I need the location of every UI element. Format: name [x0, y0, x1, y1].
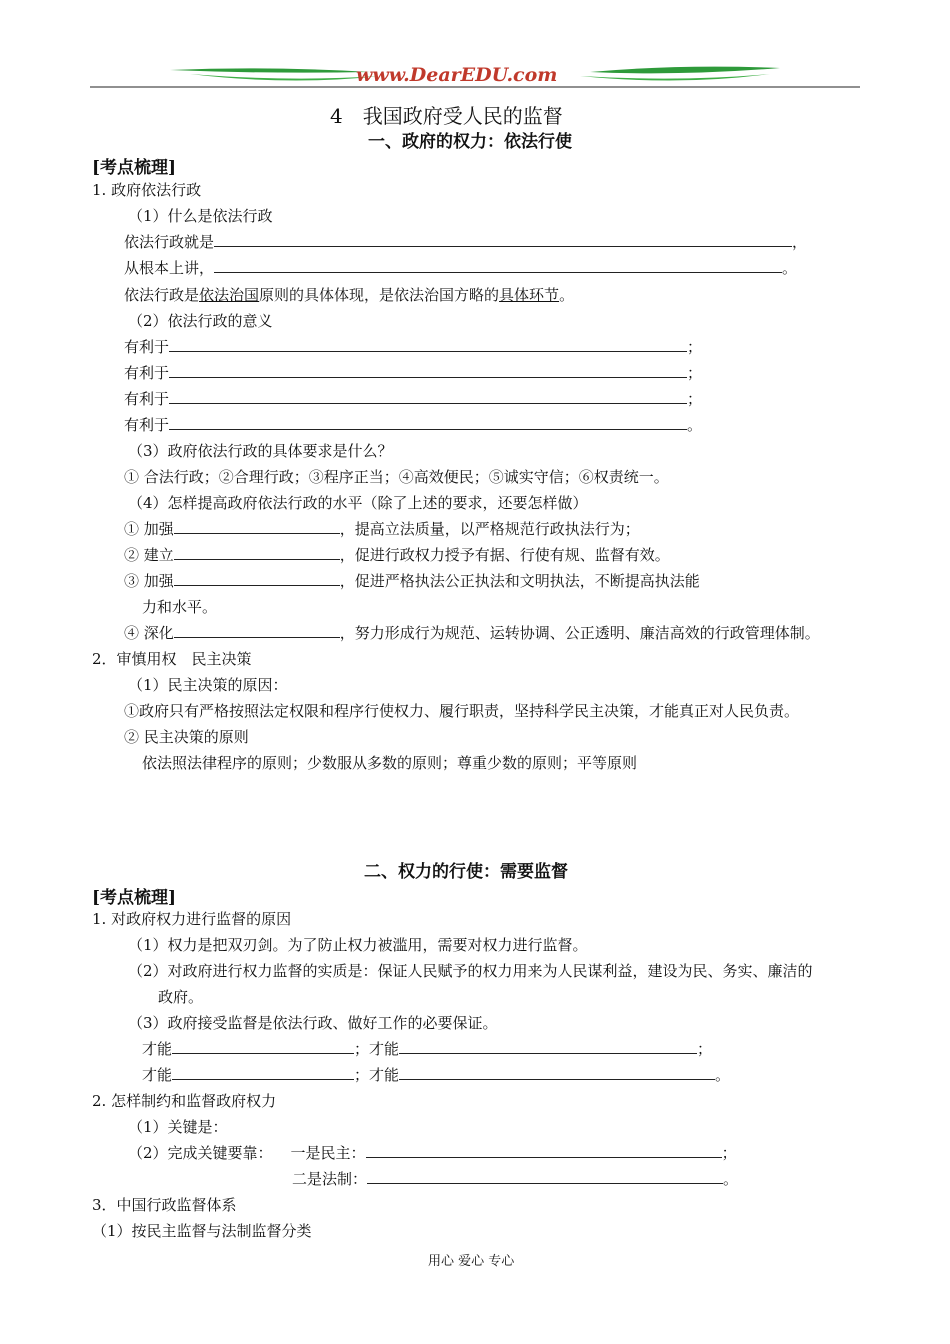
fill-blank[interactable] — [214, 232, 792, 247]
section2-heading: 二、权力的行使：需要监督 — [364, 862, 568, 882]
k2a-label: 一是民主： — [290, 1144, 366, 1162]
fill-blank[interactable] — [169, 389, 687, 404]
s1-l1a-row — [124, 232, 807, 252]
s1-l1c-pre: 依法行政是 — [124, 286, 200, 304]
s1-l1b-label: 从根本上讲， — [124, 259, 215, 277]
q4-2-text: ，促进行政权力授予有据、行使有规、监督有效。 — [339, 546, 670, 564]
fill-blank[interactable] — [174, 623, 340, 638]
s2-k1: （1）关键是： — [128, 1118, 228, 1136]
fill-blank[interactable] — [174, 571, 340, 586]
s2-r2b: 政府。 — [158, 988, 204, 1006]
s1-l1b-end: 。 — [782, 259, 798, 277]
s1-l1c-mid: 原则的具体体现，是依法治国方略的 — [259, 286, 500, 304]
fill-blank[interactable] — [399, 1065, 715, 1080]
site-logo-text: www.DearEDU.com — [356, 64, 558, 86]
section1-kaodian: [考点梳理] — [92, 158, 177, 178]
semicolon: ； — [697, 1040, 713, 1058]
caineng-label: 才能 — [369, 1040, 400, 1058]
fill-blank[interactable] — [174, 545, 340, 560]
q4-3-text: ，促进严格执法公正执法和文明执法，不断提高执法能 — [339, 572, 700, 590]
s1-q4-row-3 — [124, 571, 700, 591]
k2-label: （2）完成关键要靠： — [128, 1144, 273, 1162]
s1-q4: （4）怎样提高政府依法行政的水平（除了上述的要求，还要怎样做） — [128, 494, 588, 512]
youliyu-label: 有利于 — [124, 390, 170, 408]
fill-blank[interactable] — [172, 1039, 354, 1054]
s1-l1a-end: ， — [792, 233, 808, 251]
page-footer: 用心 爱心 专心 — [428, 1254, 515, 1269]
fill-blank[interactable] — [174, 519, 340, 534]
s1-q4-row-1 — [124, 519, 640, 539]
s1-q3: （3）政府依法行政的具体要求是什么？ — [128, 442, 393, 460]
s1-l1a-label: 依法行政就是 — [124, 233, 215, 251]
s1-l1c-end: 。 — [559, 286, 575, 304]
s2-k2b-row — [292, 1169, 738, 1189]
s1-youliyu-row-2 — [124, 363, 702, 383]
semicolon: ； — [354, 1040, 370, 1058]
s1-i2-q2: ② 民主决策的原则 — [124, 728, 249, 746]
s1-item1: 1. 政府依法行政 — [92, 181, 202, 199]
q4-1-label: ① 加强 — [124, 520, 174, 538]
s2-item3-1: （1）按民主监督与法制监督分类 — [92, 1222, 312, 1240]
s2-r2a: （2）对政府进行权力监督的实质是：保证人民赋予的权力用来为人民谋利益，建设为民、务实、廉洁的 — [128, 962, 813, 980]
s1-youliyu-row-1 — [124, 337, 702, 357]
period: 。 — [715, 1066, 731, 1084]
semicolon: ； — [687, 390, 703, 408]
s2-k2-row — [128, 1143, 737, 1163]
s1-l1c-underlined-2: 具体环节 — [499, 286, 560, 304]
caineng-label: 才能 — [142, 1066, 173, 1084]
semicolon: ； — [687, 364, 703, 382]
section1-heading: 一、政府的权力：依法行使 — [368, 132, 572, 152]
s2-item1: 1. 对政府权力进行监督的原因 — [92, 910, 292, 928]
s1-q4-row-3-cont: 力和水平。 — [142, 598, 218, 616]
semicolon: ； — [721, 1144, 737, 1162]
fill-blank[interactable] — [366, 1143, 722, 1158]
s2-r3: （3）政府接受监督是依法行政、做好工作的必要保证。 — [128, 1014, 498, 1032]
semicolon: ； — [687, 338, 703, 356]
fill-blank[interactable] — [214, 258, 782, 273]
s1-q4-row-4 — [124, 623, 820, 643]
fill-blank[interactable] — [399, 1039, 697, 1054]
fill-blank[interactable] — [169, 337, 687, 352]
page-title: 4 我国政府受人民的监督 — [330, 104, 563, 128]
s1-i2-q1-answer: ①政府只有严格按照法定权限和程序行使权力、履行职责，坚持科学民主决策，才能真正对人民负责。 — [124, 702, 800, 720]
s1-q2: （2）依法行政的意义 — [128, 312, 273, 330]
youliyu-label: 有利于 — [124, 338, 170, 356]
s1-i2-q1: （1）民主决策的原因： — [128, 676, 288, 694]
s1-q4-row-2 — [124, 545, 670, 565]
youliyu-label: 有利于 — [124, 416, 170, 434]
s2-caineng-row-2 — [142, 1065, 730, 1085]
s1-q1: （1）什么是依法行政 — [128, 207, 273, 225]
period: 。 — [687, 416, 703, 434]
s1-youliyu-row-3 — [124, 389, 702, 409]
s1-i2-q2-answer: 依法照法律程序的原则；少数服从多数的原则；尊重少数的原则；平等原则 — [142, 754, 638, 772]
s2-item2: 2. 怎样制约和监督政府权力 — [92, 1092, 277, 1110]
s1-item2: 2．审慎用权 民主决策 — [92, 650, 252, 668]
caineng-label: 才能 — [142, 1040, 173, 1058]
q4-4-label: ④ 深化 — [124, 624, 174, 642]
s2-r1: （1）权力是把双刃剑。为了防止权力被滥用，需要对权力进行监督。 — [128, 936, 588, 954]
k2b-label: 二是法制： — [292, 1170, 368, 1188]
q4-2-label: ② 建立 — [124, 546, 174, 564]
fill-blank[interactable] — [169, 415, 687, 430]
s1-l1b-row — [124, 258, 797, 278]
s2-item3: 3．中国行政监督体系 — [92, 1196, 237, 1214]
fill-blank[interactable] — [169, 363, 687, 378]
s1-l1c-row — [124, 285, 574, 305]
q4-1-text: ，提高立法质量，以严格规范行政执法行为； — [339, 520, 640, 538]
fill-blank[interactable] — [172, 1065, 354, 1080]
s2-caineng-row-1 — [142, 1039, 712, 1059]
semicolon: ； — [354, 1066, 370, 1084]
fill-blank[interactable] — [367, 1169, 723, 1184]
caineng-label: 才能 — [369, 1066, 400, 1084]
s1-q3-answer: ① 合法行政；②合理行政；③程序正当；④高效便民；⑤诚实守信；⑥权责统一。 — [124, 468, 669, 486]
youliyu-label: 有利于 — [124, 364, 170, 382]
section2-kaodian: [考点梳理] — [92, 888, 177, 908]
q4-3-label: ③ 加强 — [124, 572, 174, 590]
q4-4-text: ，努力形成行为规范、运转协调、公正透明、廉洁高效的行政管理体制。 — [339, 624, 820, 642]
period: 。 — [723, 1170, 739, 1188]
s1-l1c-underlined-1: 依法治国 — [199, 286, 260, 304]
s1-youliyu-row-4 — [124, 415, 702, 435]
